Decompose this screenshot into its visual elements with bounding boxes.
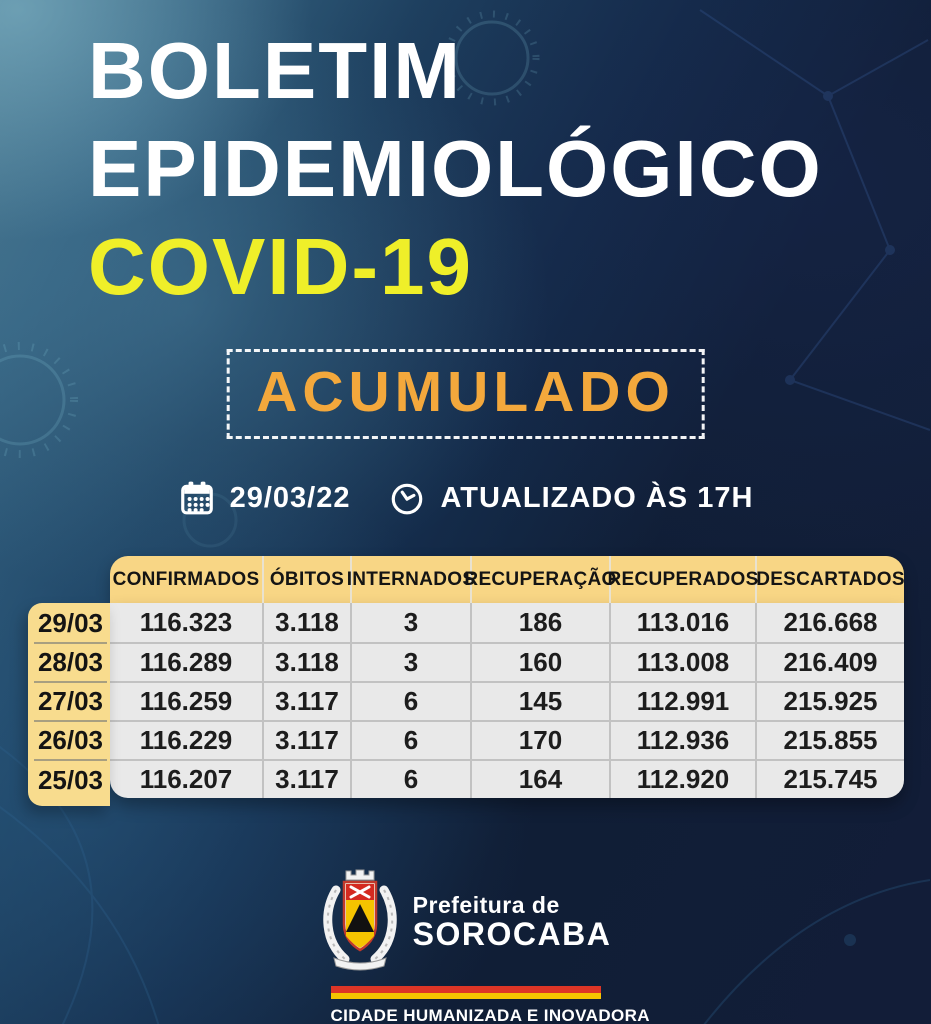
update-date: 29/03/22 — [229, 481, 351, 514]
row-date: 29/03 — [34, 605, 107, 644]
prefeitura-logo — [331, 866, 612, 977]
city-slogan: CIDADE HUMANIZADA E INOVADORA — [330, 1006, 650, 1024]
title-line-covid19: COVID-19 — [88, 222, 473, 311]
covid-table — [28, 556, 905, 798]
table-cell: 3.117 — [264, 722, 352, 759]
table-body — [110, 603, 904, 798]
table-row — [110, 603, 904, 642]
row-date: 26/03 — [34, 722, 107, 761]
column-header-obitos: ÓBITOS — [264, 556, 352, 603]
column-header-internados: INTERNADOS — [352, 556, 472, 603]
table-row — [110, 681, 904, 720]
table-cell: 112.991 — [611, 683, 757, 720]
table-cell: 164 — [472, 761, 611, 798]
row-date: 25/03 — [37, 765, 104, 795]
acumulado-label: ACUMULADO — [256, 360, 675, 424]
table-cell: 170 — [472, 722, 611, 759]
column-header-recuperados: RECUPERADOS — [611, 556, 757, 603]
table-cell: 6 — [352, 761, 472, 798]
update-row — [0, 479, 931, 517]
footer — [330, 866, 650, 1024]
table-cell: 3.118 — [264, 644, 352, 681]
table-dates-column — [28, 603, 110, 806]
table-cell: 145 — [472, 683, 611, 720]
table-cell: 215.745 — [783, 764, 878, 794]
title-line-boletim: BOLETIM — [88, 26, 462, 115]
table-cell: 215.855 — [783, 725, 878, 755]
table-cell: 116.289 — [110, 644, 264, 681]
table-cell: 3 — [352, 644, 472, 681]
acumulado-badge — [226, 349, 705, 439]
calendar-icon — [178, 479, 216, 517]
org-name — [413, 892, 612, 951]
table-cell: 116.259 — [110, 683, 264, 720]
table-row — [110, 759, 904, 798]
clock-icon — [388, 479, 426, 517]
table-cell: 116.207 — [110, 761, 264, 798]
table-cell: 6 — [352, 722, 472, 759]
row-date: 27/03 — [34, 683, 107, 722]
column-header-descartados: DESCARTADOS — [756, 568, 905, 590]
table-cell: 116.323 — [110, 603, 264, 642]
table-cell: 3.117 — [264, 683, 352, 720]
row-date: 28/03 — [34, 644, 107, 683]
table-cell: 3 — [352, 603, 472, 642]
table-cell: 112.920 — [611, 761, 757, 798]
column-header-recuperacao: RECUPERAÇÃO — [472, 556, 611, 603]
flag-stripe-red — [331, 986, 601, 993]
org-line1: Prefeitura de — [412, 892, 560, 918]
update-status: ATUALIZADO ÀS 17H — [440, 481, 754, 514]
column-header-confirmados: CONFIRMADOS — [110, 556, 264, 603]
table-cell: 116.229 — [110, 722, 264, 759]
sorocaba-coat-of-arms-icon — [320, 866, 400, 977]
flag-stripe — [331, 986, 601, 999]
table-cell: 6 — [352, 683, 472, 720]
table-cell: 113.008 — [611, 644, 757, 681]
table-cell: 215.925 — [783, 686, 878, 716]
table-row — [110, 720, 904, 759]
org-line2: SOROCABA — [412, 916, 612, 952]
table-row — [110, 642, 904, 681]
table-cell: 113.016 — [611, 603, 757, 642]
table-cell: 216.668 — [783, 607, 878, 637]
page-title — [88, 22, 823, 316]
table-cell: 3.118 — [264, 603, 352, 642]
table-cell: 112.936 — [611, 722, 757, 759]
table-cell: 186 — [472, 603, 611, 642]
title-line-epidemiologico: EPIDEMIOLÓGICO — [88, 124, 823, 213]
table-cell: 216.409 — [783, 647, 878, 677]
table-cell: 160 — [472, 644, 611, 681]
table-cell: 3.117 — [264, 761, 352, 798]
table-header — [110, 556, 904, 603]
flag-stripe-yellow — [331, 993, 601, 999]
